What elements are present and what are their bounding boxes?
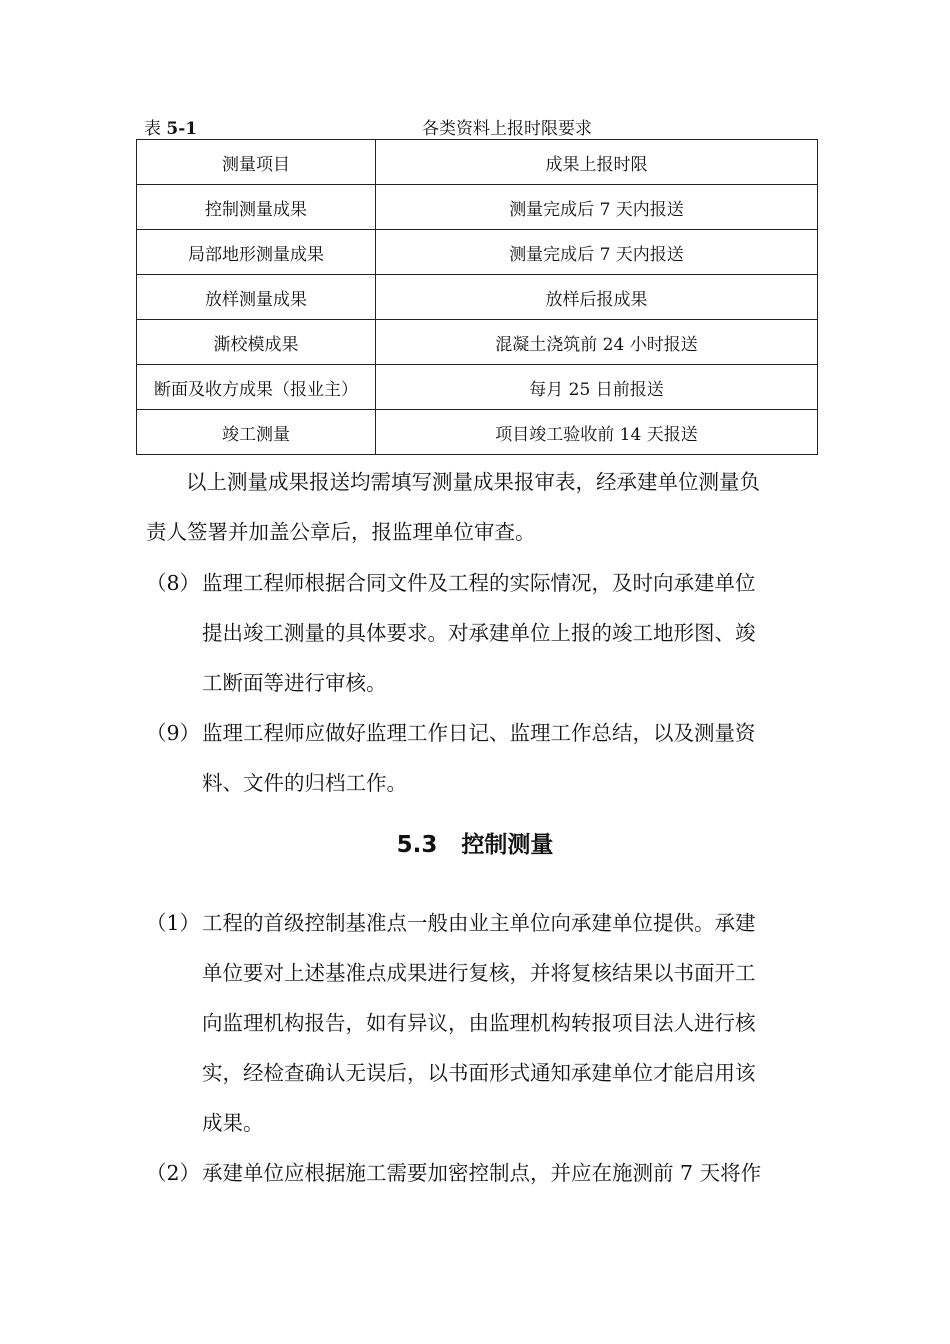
list-item-line: 单位要对上述基准点成果进行复核，并将复核结果以书面开工 [202, 961, 756, 985]
table-row [137, 320, 818, 365]
table-cell: 断面及收方成果（报业主） [137, 365, 376, 410]
table-row [137, 410, 818, 455]
list-item-line: 提出竣工测量的具体要求。对承建单位上报的竣工地形图、竣 [202, 621, 756, 645]
list-item-line: 工程的首级控制基准点一般由业主单位向承建单位提供。承建 [202, 911, 756, 935]
column-header: 成果上报时限 [376, 140, 818, 185]
table-row [137, 230, 818, 275]
table-cell: 测量完成后 7 天内报送 [376, 185, 818, 230]
table-cell: 澌校模成果 [137, 320, 376, 365]
section-number: 5.3 [396, 832, 438, 858]
table-row [137, 275, 818, 320]
report-deadline-table [136, 139, 818, 455]
table-cell: 放样测量成果 [137, 275, 376, 320]
list-item-line: 监理工程师应做好监理工作日记、监理工作总结，以及测量资 [202, 721, 756, 745]
list-item-marker: （9） [146, 721, 201, 745]
table-title: 各类资料上报时限要求 [422, 119, 592, 139]
list-item-line: 实，经检查确认无误后，以书面形式通知承建单位才能启用该 [202, 1061, 756, 1085]
table-header-row [137, 140, 818, 185]
table-cell: 局部地形测量成果 [137, 230, 376, 275]
list-item-line: 料、文件的归档工作。 [202, 771, 407, 795]
paragraph-line: 以上测量成果报送均需填写测量成果报审表，经承建单位测量负 [186, 470, 760, 494]
section-title: 控制测量 [461, 832, 554, 858]
table-cell: 竣工测量 [137, 410, 376, 455]
table-cell: 测量完成后 7 天内报送 [376, 230, 818, 275]
table-number: 表 5-1 [144, 119, 198, 139]
list-item-line: 向监理机构报告，如有异议，由监理机构转报项目法人进行核 [202, 1011, 756, 1035]
table-cell: 控制测量成果 [137, 185, 376, 230]
list-item-marker: （1） [146, 911, 201, 935]
table-cell: 放样后报成果 [376, 275, 818, 320]
list-item-line: 监理工程师根据合同文件及工程的实际情况，及时向承建单位 [202, 571, 756, 595]
list-item-line: 承建单位应根据施工需要加密控制点，并应在施测前 7 天将作 [202, 1161, 762, 1185]
table-cell: 混凝土浇筑前 24 小时报送 [376, 320, 818, 365]
list-item-line: 成果。 [202, 1111, 264, 1135]
column-header: 测量项目 [137, 140, 376, 185]
list-item-marker: （2） [146, 1161, 201, 1185]
table-cell: 项目竣工验收前 14 天报送 [376, 410, 818, 455]
table-row [137, 365, 818, 410]
list-item-marker: （8） [146, 571, 201, 595]
table-caption [144, 114, 824, 138]
table-row [137, 185, 818, 230]
list-item-line: 工断面等进行审核。 [202, 671, 387, 695]
section-heading [0, 826, 950, 859]
table-cell: 每月 25 日前报送 [376, 365, 818, 410]
paragraph-line: 责人签署并加盖公章后，报监理单位审查。 [146, 520, 536, 544]
